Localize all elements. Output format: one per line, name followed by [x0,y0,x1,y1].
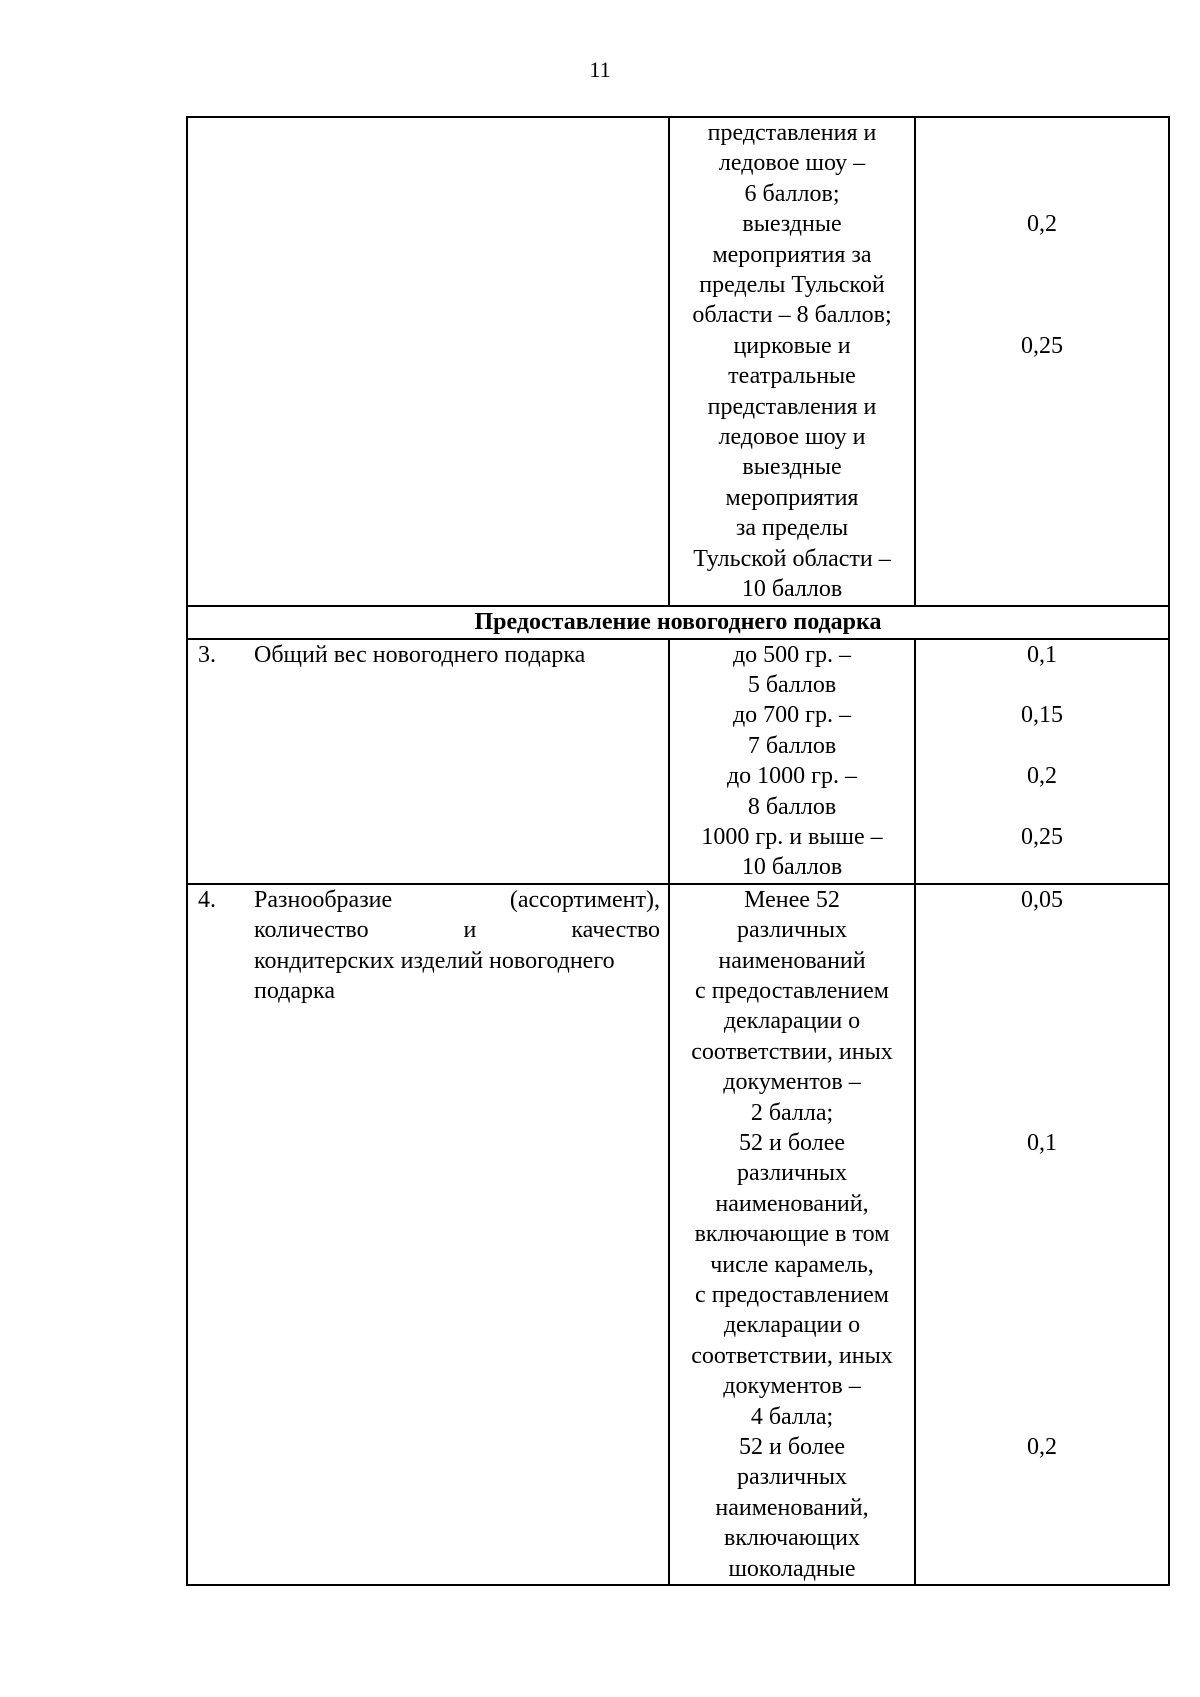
score-description-line: с предоставлением [695,1282,889,1309]
weight-value [916,852,1168,882]
weight-lines [916,118,1168,604]
weight-value [916,1341,1168,1371]
weight-value [916,483,1168,513]
score-description-line: 7 баллов [747,732,837,759]
criterion-cell [187,639,669,884]
criterion-cell [187,117,669,606]
score-description-line: до 1000 гр. – [726,763,858,790]
score-description-line: до 500 гр. – [732,641,852,668]
weight-value [916,118,1168,148]
page-number: 11 [589,57,611,82]
weight-lines [916,640,1168,883]
score-description-line: за пределы [735,515,849,542]
score-description-line: числе карамель, [710,1251,874,1278]
weight-value: 0,2 [1027,763,1057,790]
weight-cell [915,639,1169,884]
score-description-line: Тульской области – [693,545,891,572]
criterion-cell [187,884,669,1585]
weight-value [916,1249,1168,1279]
score-description-line: представления и [707,120,877,146]
weight-value [916,731,1168,761]
score-description-line: наименований, [715,1190,869,1217]
score-description-line: до 700 гр. – [732,702,852,729]
score-description-line: с предоставлением [695,977,889,1004]
criterion-number: 3. [198,641,216,668]
score-description-line: наименований [718,947,866,974]
weight-value [916,1006,1168,1036]
score-description-line: различных [737,917,847,944]
weight-value [916,1189,1168,1219]
score-description-line: 6 баллов; [744,180,840,207]
section-header: Предоставление новогоднего подарка [187,606,1169,639]
score-description-line: документов – [723,1069,861,1096]
weight-value: 0,1 [1027,641,1057,668]
weight-value [916,361,1168,391]
weight-value [916,300,1168,330]
score-description-line: мероприятия за [712,241,872,268]
weight-value [916,1553,1168,1583]
weight-value: 0,15 [1021,702,1063,729]
criterion-title-line: кондитерских изделий новогоднего [254,947,615,974]
section-header-row [187,606,1169,639]
weight-value [916,1098,1168,1128]
score-description-line: различных [737,1160,847,1187]
score-description-line: шоколадные [728,1555,856,1582]
score-description-line: включающих [724,1525,860,1552]
score-description-line: Менее 52 [744,886,840,913]
weight-value [916,915,1168,945]
weight-value [916,392,1168,422]
table-row [187,884,1169,1585]
weight-value [916,1462,1168,1492]
score-description-line: документов – [723,1373,861,1400]
weight-value [916,946,1168,976]
score-description-line: соответствии, иных [691,1342,893,1369]
score-description-line: выездные [742,211,842,238]
score-description-line: различных [737,1464,847,1491]
score-description-cell [669,117,915,606]
score-description-line: 10 баллов [741,854,843,881]
score-description-line: 10 баллов [741,576,843,603]
weight-value: 0,2 [1027,1433,1057,1460]
score-description-line: цирковые и [733,332,851,359]
weight-cell [915,117,1169,606]
score-description-line: декларации о [723,1312,861,1339]
score-description-line: 52 и более [738,1130,846,1156]
criterion-number: 4. [198,886,216,913]
score-description-cell [669,884,915,1585]
weight-value [916,792,1168,822]
weight-value [916,1219,1168,1249]
weight-value: 0,25 [1021,332,1063,359]
weight-value [916,1493,1168,1523]
criterion-title-line: подарка [254,977,335,1004]
weight-value [916,148,1168,178]
weight-value [916,1401,1168,1431]
weight-value [916,1067,1168,1097]
score-description-lines [670,885,914,1584]
score-description-line: мероприятия [725,484,859,511]
weight-value [916,976,1168,1006]
table-row [187,117,1169,606]
weight-value [916,179,1168,209]
weight-value [916,452,1168,482]
criterion-title-line: количество и качество [254,917,660,944]
score-description-line: пределы Тульской [699,272,885,299]
weight-value [916,1280,1168,1310]
weight-value [916,1310,1168,1340]
score-description-lines [670,118,914,605]
score-description-line: театральные [728,363,856,390]
criterion-title [254,885,668,1007]
weight-value: 0,1 [1027,1129,1057,1156]
score-description-line: ледовое шоу – [718,150,866,177]
weight-value [916,513,1168,543]
score-description-line: 5 баллов [747,671,837,698]
score-description-line: наименований, [715,1494,869,1521]
criterion-title-line: Разнообразие (ассортимент), [254,886,660,913]
weight-value: 0,05 [1021,886,1063,913]
weight-value [916,240,1168,270]
score-description-line: выездные [742,454,842,481]
weight-value: 0,25 [1021,823,1063,850]
weight-lines [916,885,1168,1584]
score-description-line: соответствии, иных [691,1038,893,1065]
score-description-line: 1000 гр. и выше – [701,823,883,850]
score-description-line: 8 баллов [747,793,837,820]
weight-value: 0,2 [1027,211,1057,238]
weight-value [916,670,1168,700]
weight-value [916,1371,1168,1401]
score-description-line: 2 балла; [750,1099,834,1126]
criteria-table [186,116,1170,1586]
table-row [187,639,1169,884]
score-description-line: включающие в том [694,1221,890,1248]
score-description-cell [669,639,915,884]
weight-value [916,1523,1168,1553]
weight-cell [915,884,1169,1585]
score-description-line: области – 8 баллов; [692,302,892,329]
score-description-line: декларации о [723,1008,861,1035]
criterion-title: Общий вес новогоднего подарка [254,641,586,668]
score-description-lines [670,640,914,883]
weight-value [916,574,1168,604]
weight-value [916,270,1168,300]
weight-value [916,1158,1168,1188]
score-description-line: 52 и более [738,1434,846,1461]
score-description-line: 4 балла; [750,1403,834,1430]
weight-value [916,422,1168,452]
weight-value [916,544,1168,574]
score-description-line: ледовое шоу и [718,424,866,451]
weight-value [916,1037,1168,1067]
score-description-line: представления и [707,393,877,420]
